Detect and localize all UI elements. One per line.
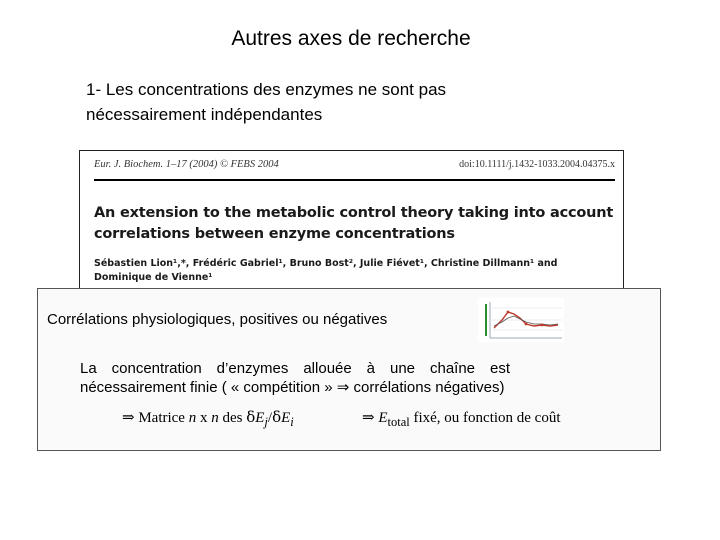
paper-authors: Sébastien Lion¹,*, Frédéric Gabriel¹, Bruno Bost², Julie Fiévet¹, Christine Dillmann¹ and Dominique de Vienne¹ [94,258,558,283]
matrix-x: x [196,410,212,426]
correlations-text: Corrélations physiologiques, positives ou négatives [47,311,388,328]
paper-doi: doi:10.1111/j.1432-1033.2004.04375.x [459,159,615,170]
implies-arrow-icon: ⇒ [122,408,135,426]
delta-symbol: δ [272,408,282,426]
finite-text: La concentration d’enzymes allouée à une chaîne est nécessairement finie ( « compétition » [80,360,510,396]
delta-symbol: δ [246,408,256,426]
mini-plot-icon [478,298,564,342]
matrix-prefix: Matrice [138,410,189,426]
paper-rule [94,179,615,181]
ej-symbol: E [255,410,265,426]
etotal-subscript: total [387,415,410,429]
paper-snapshot [79,150,624,290]
mini-plot-thumbnail [478,298,564,342]
etotal-suffix: fixé, ou fonction de coût [409,410,561,426]
matrix-statement [122,408,294,430]
ei-symbol: E [281,410,291,426]
paper-journal: Eur. J. Biochem. 1–17 (2004) © FEBS 2004 [94,159,279,170]
finite-allocation-text [80,359,510,397]
etotal-symbol: E [378,410,388,426]
matrix-n: n [188,410,197,426]
implies-arrow-icon: ⇒ [362,408,375,426]
slash: / [267,410,273,426]
slide-title: Autres axes de recherche [231,27,471,50]
paper-title: An extension to the metabolic control theory taking into account correlations between enzyme concentrations [94,205,614,242]
subscript-i: i [290,415,294,429]
finite-result: corrélations négatives) [349,379,505,396]
subscript-j: j [264,415,268,429]
slide-subtitle: 1- Les concentrations des enzymes ne sont pas nécessairement indépendantes [86,80,447,124]
implies-arrow-icon: ⇒ [336,378,350,396]
etotal-statement [362,408,561,430]
matrix-n: n [211,410,219,426]
matrix-des: des [218,410,247,426]
